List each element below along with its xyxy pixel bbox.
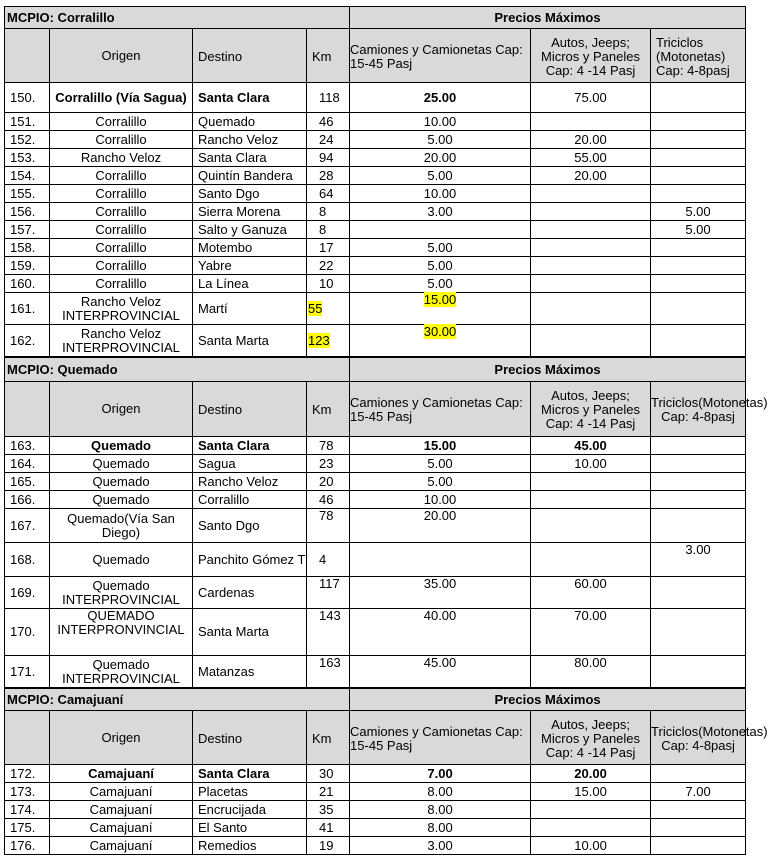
prices-title: Precios Máximos xyxy=(350,358,746,382)
row-number: 152. xyxy=(5,131,50,149)
table-row xyxy=(5,509,746,543)
row-km: 19 xyxy=(307,837,350,855)
row-origen: Camajuaní xyxy=(50,765,193,783)
prices-title: Precios Máximos xyxy=(350,7,746,29)
header-origen: Origen xyxy=(50,382,193,437)
header-km: Km xyxy=(307,711,350,765)
row-number: 169. xyxy=(5,577,50,609)
row-km: 78 xyxy=(307,437,350,455)
row-price-highlight: 15.00 xyxy=(423,292,457,307)
row-km xyxy=(307,293,350,325)
row-destino: Motembo xyxy=(193,239,307,257)
row-price-triciclos xyxy=(651,491,746,509)
row-price-autos: 55.00 xyxy=(531,149,651,167)
row-km-highlight: 55 xyxy=(308,300,323,316)
row-price-camiones xyxy=(350,221,531,239)
row-origen: Corralillo xyxy=(50,131,193,149)
row-price-camiones: 5.00 xyxy=(350,167,531,185)
row-km: 22 xyxy=(307,257,350,275)
row-number: 173. xyxy=(5,783,50,801)
row-number: 154. xyxy=(5,167,50,185)
row-destino: Martí xyxy=(193,293,307,325)
row-price-autos xyxy=(531,293,651,325)
row-origen: Corralillo xyxy=(50,203,193,221)
row-price-autos xyxy=(531,509,651,543)
row-origen: Corralillo xyxy=(50,257,193,275)
table-row xyxy=(5,609,746,656)
row-price-autos xyxy=(531,257,651,275)
row-price-triciclos xyxy=(651,509,746,543)
row-destino: Placetas xyxy=(193,783,307,801)
row-number: 151. xyxy=(5,113,50,131)
table-row xyxy=(5,783,746,801)
row-origen: Quemado xyxy=(50,473,193,491)
row-destino: Sagua xyxy=(193,455,307,473)
row-number: 156. xyxy=(5,203,50,221)
row-km: 28 xyxy=(307,167,350,185)
row-origen: Quemado xyxy=(50,491,193,509)
row-price-triciclos xyxy=(651,113,746,131)
row-price-camiones xyxy=(350,543,531,577)
row-price-triciclos: 7.00 xyxy=(651,783,746,801)
row-km-highlight: 123 xyxy=(308,332,330,348)
section-quemado xyxy=(4,357,768,688)
row-destino: Cardenas xyxy=(193,577,307,609)
row-price-autos xyxy=(531,185,651,203)
row-origen: Rancho Veloz INTERPROVINCIAL xyxy=(50,293,193,325)
row-number: 160. xyxy=(5,275,50,293)
row-destino: Rancho Veloz xyxy=(193,131,307,149)
row-origen: Corralillo xyxy=(50,113,193,131)
row-price-autos xyxy=(531,801,651,819)
row-price-highlight: 30.00 xyxy=(423,324,457,339)
row-number: 161. xyxy=(5,293,50,325)
row-price-triciclos xyxy=(651,437,746,455)
row-number: 170. xyxy=(5,609,50,656)
table-row xyxy=(5,325,746,357)
row-origen: Corralillo (Vía Sagua) xyxy=(50,83,193,113)
header-camiones: Camiones y Camionetas Cap: 15-45 Pasj xyxy=(350,29,531,83)
table-row xyxy=(5,455,746,473)
row-destino: Santa Marta xyxy=(193,325,307,357)
row-km: 41 xyxy=(307,819,350,837)
row-destino: Matanzas xyxy=(193,656,307,688)
table-row xyxy=(5,543,746,577)
row-price-triciclos xyxy=(651,473,746,491)
table-row xyxy=(5,257,746,275)
row-price-triciclos xyxy=(651,801,746,819)
row-number: 165. xyxy=(5,473,50,491)
row-destino: El Santo xyxy=(193,819,307,837)
row-price-triciclos xyxy=(651,325,746,357)
row-price-camiones: 15.00 xyxy=(350,437,531,455)
row-number: 171. xyxy=(5,656,50,688)
row-km: 8 xyxy=(307,203,350,221)
row-price-camiones: 7.00 xyxy=(350,765,531,783)
row-origen: Quemado xyxy=(50,455,193,473)
row-origen: Quemado INTERPROVINCIAL xyxy=(50,656,193,688)
row-number: 162. xyxy=(5,325,50,357)
row-price-triciclos xyxy=(651,239,746,257)
row-price-triciclos xyxy=(651,656,746,688)
row-destino: Santo Dgo xyxy=(193,185,307,203)
row-km: 35 xyxy=(307,801,350,819)
row-km: 30 xyxy=(307,765,350,783)
row-price-triciclos xyxy=(651,275,746,293)
row-km: 117 xyxy=(307,577,350,609)
row-price-camiones: 5.00 xyxy=(350,131,531,149)
row-price-triciclos xyxy=(651,149,746,167)
header-triciclos: Triciclos (Motonetas) Cap: 4-8pasj xyxy=(651,29,746,83)
section-title: MCPIO: Corralillo xyxy=(5,7,350,29)
row-km: 21 xyxy=(307,783,350,801)
row-price-camiones: 3.00 xyxy=(350,203,531,221)
table-row xyxy=(5,577,746,609)
row-origen: Corralillo xyxy=(50,167,193,185)
row-price-triciclos: 5.00 xyxy=(651,203,746,221)
row-price-triciclos xyxy=(651,765,746,783)
table-row xyxy=(5,656,746,688)
row-price-autos: 20.00 xyxy=(531,765,651,783)
row-number: 159. xyxy=(5,257,50,275)
row-number: 164. xyxy=(5,455,50,473)
section-title: MCPIO: Quemado xyxy=(5,358,350,382)
row-price-autos xyxy=(531,543,651,577)
table-row xyxy=(5,437,746,455)
row-km: 10 xyxy=(307,275,350,293)
row-price-triciclos xyxy=(651,257,746,275)
section-camajuani xyxy=(4,688,768,855)
row-number: 158. xyxy=(5,239,50,257)
row-price-autos: 20.00 xyxy=(531,131,651,149)
header-num xyxy=(5,382,50,437)
row-price-autos xyxy=(531,819,651,837)
row-price-camiones: 5.00 xyxy=(350,239,531,257)
row-km: 24 xyxy=(307,131,350,149)
header-autos: Autos, Jeeps; Micros y Paneles Cap: 4 -14 Pasj xyxy=(531,29,651,83)
row-price-camiones: 35.00 xyxy=(350,577,531,609)
row-origen: Camajuaní xyxy=(50,837,193,855)
row-origen: Camajuaní xyxy=(50,819,193,837)
row-destino: Santa Marta xyxy=(193,609,307,656)
table-row xyxy=(5,167,746,185)
row-price-triciclos xyxy=(651,185,746,203)
section-corralillo xyxy=(4,6,746,357)
row-price-camiones: 8.00 xyxy=(350,783,531,801)
row-km: 17 xyxy=(307,239,350,257)
row-km: 118 xyxy=(307,83,350,113)
row-destino: Remedios xyxy=(193,837,307,855)
row-price-camiones: 10.00 xyxy=(350,491,531,509)
row-origen: Quemado(Vía San Diego) xyxy=(50,509,193,543)
row-number: 155. xyxy=(5,185,50,203)
row-price-autos: 45.00 xyxy=(531,437,651,455)
row-price-triciclos xyxy=(651,131,746,149)
row-destino: Santa Clara xyxy=(193,765,307,783)
row-km: 23 xyxy=(307,455,350,473)
row-price-camiones: 10.00 xyxy=(350,113,531,131)
header-origen: Origen xyxy=(50,711,193,765)
row-price-camiones xyxy=(350,325,531,357)
header-destino: Destino xyxy=(193,711,307,765)
header-origen: Origen xyxy=(50,29,193,83)
row-destino: Rancho Veloz xyxy=(193,473,307,491)
row-origen: Camajuaní xyxy=(50,783,193,801)
table-row xyxy=(5,185,746,203)
price-sheet xyxy=(4,6,768,855)
row-destino: Yabre xyxy=(193,257,307,275)
row-number: 172. xyxy=(5,765,50,783)
row-km: 94 xyxy=(307,149,350,167)
row-origen: Corralillo xyxy=(50,239,193,257)
table-row xyxy=(5,113,746,131)
row-price-camiones: 20.00 xyxy=(350,149,531,167)
table-row xyxy=(5,131,746,149)
row-price-triciclos xyxy=(651,609,746,656)
row-origen: Corralillo xyxy=(50,185,193,203)
header-autos: Autos, Jeeps; Micros y Paneles Cap: 4 -14 Pasj xyxy=(531,711,651,765)
row-km: 46 xyxy=(307,491,350,509)
row-price-camiones xyxy=(350,293,531,325)
row-number: 153. xyxy=(5,149,50,167)
row-number: 168. xyxy=(5,543,50,577)
table-row xyxy=(5,491,746,509)
row-km: 143 xyxy=(307,609,350,656)
row-price-triciclos xyxy=(651,83,746,113)
row-price-autos: 60.00 xyxy=(531,577,651,609)
table-row xyxy=(5,83,746,113)
row-number: 167. xyxy=(5,509,50,543)
row-number: 163. xyxy=(5,437,50,455)
row-number: 174. xyxy=(5,801,50,819)
row-price-camiones: 20.00 xyxy=(350,509,531,543)
row-price-triciclos: 3.00 xyxy=(651,543,746,577)
row-km: 8 xyxy=(307,221,350,239)
row-number: 166. xyxy=(5,491,50,509)
row-price-triciclos: 5.00 xyxy=(651,221,746,239)
row-number: 150. xyxy=(5,83,50,113)
header-km: Km xyxy=(307,29,350,83)
header-autos: Autos, Jeeps; Micros y Paneles Cap: 4 -14 Pasj xyxy=(531,382,651,437)
table-row xyxy=(5,149,746,167)
table-row xyxy=(5,473,746,491)
row-destino: Quemado xyxy=(193,113,307,131)
row-destino: Corralillo xyxy=(193,491,307,509)
header-km: Km xyxy=(307,382,350,437)
row-price-triciclos xyxy=(651,819,746,837)
row-origen: Quemado INTERPROVINCIAL xyxy=(50,577,193,609)
row-destino: Santa Clara xyxy=(193,149,307,167)
row-price-camiones: 8.00 xyxy=(350,801,531,819)
table-row xyxy=(5,239,746,257)
row-price-triciclos xyxy=(651,455,746,473)
row-price-camiones: 5.00 xyxy=(350,257,531,275)
row-price-autos xyxy=(531,113,651,131)
row-price-camiones: 5.00 xyxy=(350,473,531,491)
row-km: 163 xyxy=(307,656,350,688)
row-price-camiones: 25.00 xyxy=(350,83,531,113)
row-origen: QUEMADO INTERPRONVINCIAL xyxy=(50,609,193,656)
row-number: 176. xyxy=(5,837,50,855)
header-num xyxy=(5,711,50,765)
row-price-autos xyxy=(531,473,651,491)
row-origen: Rancho Veloz INTERPROVINCIAL xyxy=(50,325,193,357)
row-price-triciclos xyxy=(651,837,746,855)
row-price-autos xyxy=(531,239,651,257)
row-destino: Panchito Gómez T xyxy=(193,543,307,577)
row-km: 20 xyxy=(307,473,350,491)
header-destino: Destino xyxy=(193,382,307,437)
row-price-camiones: 45.00 xyxy=(350,656,531,688)
row-price-autos xyxy=(531,491,651,509)
row-price-triciclos xyxy=(651,167,746,185)
header-destino: Destino xyxy=(193,29,307,83)
row-price-camiones: 10.00 xyxy=(350,185,531,203)
row-price-autos: 10.00 xyxy=(531,837,651,855)
row-price-autos xyxy=(531,275,651,293)
row-destino: Salto y Ganuza xyxy=(193,221,307,239)
row-price-camiones: 8.00 xyxy=(350,819,531,837)
row-origen: Rancho Veloz xyxy=(50,149,193,167)
row-number: 175. xyxy=(5,819,50,837)
row-km xyxy=(307,325,350,357)
table-row xyxy=(5,293,746,325)
row-price-autos: 75.00 xyxy=(531,83,651,113)
header-triciclos: Triciclos(Motonetas) Cap: 4-8pasj xyxy=(651,382,746,437)
row-price-camiones: 3.00 xyxy=(350,837,531,855)
row-price-autos: 15.00 xyxy=(531,783,651,801)
table-row xyxy=(5,801,746,819)
header-camiones: Camiones y Camionetas Cap: 15-45 Pasj xyxy=(350,711,531,765)
row-destino: Santa Clara xyxy=(193,83,307,113)
row-price-autos xyxy=(531,221,651,239)
row-price-autos xyxy=(531,325,651,357)
row-destino: La Línea xyxy=(193,275,307,293)
table-row xyxy=(5,765,746,783)
row-price-triciclos xyxy=(651,293,746,325)
row-origen: Quemado xyxy=(50,437,193,455)
row-destino: Santo Dgo xyxy=(193,509,307,543)
row-km: 46 xyxy=(307,113,350,131)
table-row xyxy=(5,275,746,293)
row-number: 157. xyxy=(5,221,50,239)
row-km: 64 xyxy=(307,185,350,203)
row-destino: Santa Clara xyxy=(193,437,307,455)
row-price-autos: 80.00 xyxy=(531,656,651,688)
header-camiones: Camiones y Camionetas Cap: 15-45 Pasj xyxy=(350,382,531,437)
row-origen: Camajuaní xyxy=(50,801,193,819)
row-price-autos xyxy=(531,203,651,221)
table-row xyxy=(5,837,746,855)
row-price-camiones: 5.00 xyxy=(350,455,531,473)
row-destino: Sierra Morena xyxy=(193,203,307,221)
table-row xyxy=(5,819,746,837)
table-row xyxy=(5,203,746,221)
header-num xyxy=(5,29,50,83)
row-origen: Corralillo xyxy=(50,275,193,293)
row-km: 4 xyxy=(307,543,350,577)
row-price-autos: 70.00 xyxy=(531,609,651,656)
prices-title: Precios Máximos xyxy=(350,689,746,711)
row-destino: Quintín Bandera xyxy=(193,167,307,185)
header-triciclos: Triciclos(Motonetas) Cap: 4-8pasj xyxy=(651,711,746,765)
row-price-autos: 10.00 xyxy=(531,455,651,473)
row-origen: Quemado xyxy=(50,543,193,577)
row-price-camiones: 5.00 xyxy=(350,275,531,293)
row-destino: Encrucijada xyxy=(193,801,307,819)
row-origen: Corralillo xyxy=(50,221,193,239)
section-title: MCPIO: Camajuaní xyxy=(5,689,350,711)
row-km: 78 xyxy=(307,509,350,543)
row-price-triciclos xyxy=(651,577,746,609)
table-row xyxy=(5,221,746,239)
row-price-autos: 20.00 xyxy=(531,167,651,185)
row-price-camiones: 40.00 xyxy=(350,609,531,656)
